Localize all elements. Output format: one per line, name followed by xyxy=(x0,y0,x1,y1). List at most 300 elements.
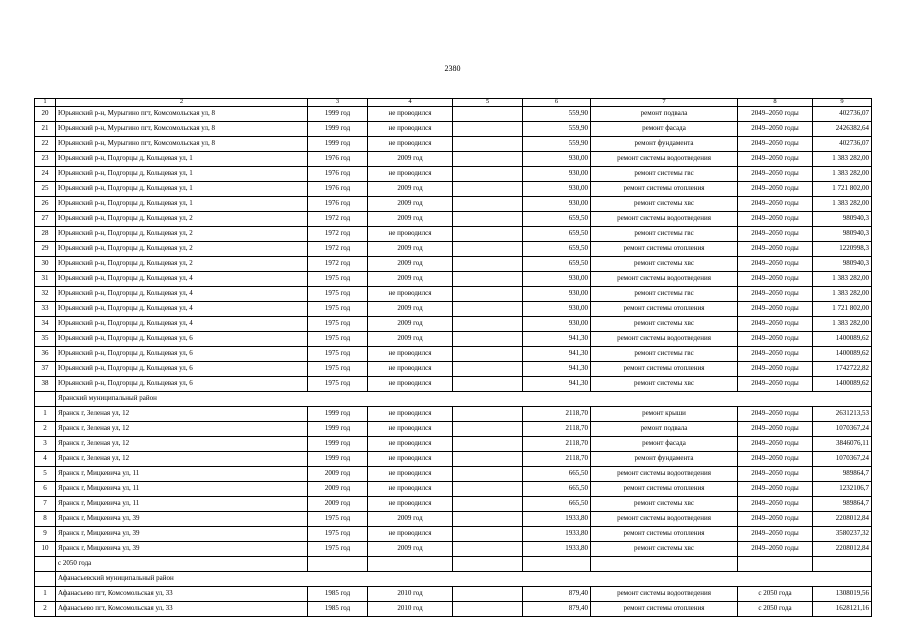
last-repair-cell: не проводился xyxy=(368,406,453,421)
table-row xyxy=(35,586,872,601)
build-year-cell: 2009 год xyxy=(308,496,368,511)
address-cell: Юрьянский р-н, Подгорцы д, Кольцевая ул, 1 xyxy=(56,196,308,211)
row-number-cell: 26 xyxy=(35,196,56,211)
table-row xyxy=(35,511,872,526)
area-cell: 941,30 xyxy=(523,361,591,376)
column-5-cell xyxy=(453,331,523,346)
table-row xyxy=(35,361,872,376)
row-number-cell: 29 xyxy=(35,241,56,256)
column-5-cell xyxy=(453,436,523,451)
build-year-cell: 1975 год xyxy=(308,526,368,541)
cost-cell: 2208012,84 xyxy=(813,541,872,556)
column-5-cell xyxy=(453,316,523,331)
column-number: 9 xyxy=(813,99,872,107)
row-number-cell: 34 xyxy=(35,316,56,331)
cost-cell: 980940,3 xyxy=(813,226,872,241)
area-cell: 659,50 xyxy=(523,226,591,241)
row-number-cell: 35 xyxy=(35,331,56,346)
table-body xyxy=(35,99,872,617)
row-number-cell: 23 xyxy=(35,151,56,166)
table-row xyxy=(35,136,872,151)
build-year-cell: 2009 год xyxy=(308,481,368,496)
column-5-cell xyxy=(453,451,523,466)
work-type-cell: ремонт фасада xyxy=(591,436,738,451)
table-row xyxy=(35,166,872,181)
table-row xyxy=(35,481,872,496)
column-number: 7 xyxy=(591,99,738,107)
area-cell: 930,00 xyxy=(523,166,591,181)
address-cell: Юрьянский р-н, Подгорцы д, Кольцевая ул, 2 xyxy=(56,241,308,256)
last-repair-cell: 2009 год xyxy=(368,181,453,196)
area-cell: 930,00 xyxy=(523,286,591,301)
row-number-cell: 27 xyxy=(35,211,56,226)
work-type-cell: ремонт фундамента xyxy=(591,136,738,151)
last-repair-cell: не проводился xyxy=(368,526,453,541)
last-repair-cell: не проводился xyxy=(368,361,453,376)
period-cell: 2049–2050 годы xyxy=(738,196,813,211)
address-cell: Яранск г, Мицкевича ул, 39 xyxy=(56,541,308,556)
empty-cell xyxy=(35,571,56,586)
table-row xyxy=(35,316,872,331)
work-type-cell: ремонт системы хвс xyxy=(591,196,738,211)
column-number: 1 xyxy=(35,99,56,107)
period-cell: 2049–2050 годы xyxy=(738,166,813,181)
column-5-cell xyxy=(453,541,523,556)
table-row xyxy=(35,181,872,196)
area-cell: 930,00 xyxy=(523,271,591,286)
row-number-cell: 31 xyxy=(35,271,56,286)
last-repair-cell: 2009 год xyxy=(368,316,453,331)
work-type-cell: ремонт системы отопления xyxy=(591,181,738,196)
period-cell: 2049–2050 годы xyxy=(738,526,813,541)
address-cell: Яранск г, Зеленая ул, 12 xyxy=(56,421,308,436)
repair-schedule-table xyxy=(34,98,872,617)
table-row xyxy=(35,496,872,511)
empty-cell xyxy=(738,556,813,571)
work-type-cell: ремонт фундамента xyxy=(591,451,738,466)
last-repair-cell: не проводился xyxy=(368,421,453,436)
last-repair-cell: не проводился xyxy=(368,496,453,511)
period-cell: 2049–2050 годы xyxy=(738,256,813,271)
row-number-cell: 25 xyxy=(35,181,56,196)
area-cell: 879,40 xyxy=(523,601,591,616)
last-repair-cell: 2009 год xyxy=(368,151,453,166)
cost-cell: 1400089,62 xyxy=(813,346,872,361)
period-group-title: с 2050 года xyxy=(56,556,308,571)
last-repair-cell: 2009 год xyxy=(368,196,453,211)
row-number-cell: 28 xyxy=(35,226,56,241)
build-year-cell: 1975 год xyxy=(308,361,368,376)
cost-cell: 1 383 282,00 xyxy=(813,286,872,301)
table-row xyxy=(35,106,872,121)
row-number-cell: 6 xyxy=(35,481,56,496)
cost-cell: 3580237,32 xyxy=(813,526,872,541)
row-number-cell: 8 xyxy=(35,511,56,526)
build-year-cell: 1976 год xyxy=(308,181,368,196)
address-cell: Яранск г, Мицкевича ул, 11 xyxy=(56,481,308,496)
section-title: Афанасьевский муниципальный район xyxy=(56,571,872,586)
column-5-cell xyxy=(453,211,523,226)
work-type-cell: ремонт системы хвс xyxy=(591,256,738,271)
work-type-cell: ремонт подвала xyxy=(591,421,738,436)
cost-cell: 1232106,7 xyxy=(813,481,872,496)
work-type-cell: ремонт системы отопления xyxy=(591,301,738,316)
row-number-cell: 7 xyxy=(35,496,56,511)
area-cell: 2118,70 xyxy=(523,421,591,436)
column-5-cell xyxy=(453,121,523,136)
address-cell: Юрьянский р-н, Подгорцы д, Кольцевая ул, 4 xyxy=(56,316,308,331)
build-year-cell: 1999 год xyxy=(308,406,368,421)
address-cell: Яранск г, Мицкевича ул, 39 xyxy=(56,511,308,526)
work-type-cell: ремонт системы хвс xyxy=(591,541,738,556)
row-number-cell: 30 xyxy=(35,256,56,271)
column-5-cell xyxy=(453,151,523,166)
table-row xyxy=(35,151,872,166)
period-cell: 2049–2050 годы xyxy=(738,226,813,241)
row-number-cell: 2 xyxy=(35,601,56,616)
period-cell: 2049–2050 годы xyxy=(738,286,813,301)
column-5-cell xyxy=(453,586,523,601)
section-header-row xyxy=(35,571,872,586)
column-5-cell xyxy=(453,286,523,301)
period-cell: 2049–2050 годы xyxy=(738,511,813,526)
column-5-cell xyxy=(453,256,523,271)
last-repair-cell: не проводился xyxy=(368,121,453,136)
row-number-cell: 38 xyxy=(35,376,56,391)
area-cell: 2118,70 xyxy=(523,436,591,451)
table-row xyxy=(35,526,872,541)
cost-cell: 980940,3 xyxy=(813,211,872,226)
work-type-cell: ремонт системы отопления xyxy=(591,526,738,541)
cost-cell: 1220998,3 xyxy=(813,241,872,256)
area-cell: 1933,80 xyxy=(523,511,591,526)
area-cell: 930,00 xyxy=(523,196,591,211)
last-repair-cell: 2009 год xyxy=(368,301,453,316)
work-type-cell: ремонт системы хвс xyxy=(591,496,738,511)
work-type-cell: ремонт системы отопления xyxy=(591,601,738,616)
last-repair-cell: не проводился xyxy=(368,436,453,451)
period-cell: 2049–2050 годы xyxy=(738,271,813,286)
table-row xyxy=(35,226,872,241)
build-year-cell: 1975 год xyxy=(308,376,368,391)
last-repair-cell: не проводился xyxy=(368,226,453,241)
area-cell: 559,90 xyxy=(523,106,591,121)
column-number: 3 xyxy=(308,99,368,107)
build-year-cell: 1999 год xyxy=(308,106,368,121)
column-number: 5 xyxy=(453,99,523,107)
work-type-cell: ремонт системы водоотведения xyxy=(591,271,738,286)
address-cell: Юрьянский р-н, Подгорцы д, Кольцевая ул, 1 xyxy=(56,166,308,181)
build-year-cell: 1999 год xyxy=(308,421,368,436)
last-repair-cell: не проводился xyxy=(368,451,453,466)
period-cell: 2049–2050 годы xyxy=(738,121,813,136)
period-cell: 2049–2050 годы xyxy=(738,316,813,331)
period-cell: 2049–2050 годы xyxy=(738,496,813,511)
period-cell: 2049–2050 годы xyxy=(738,136,813,151)
area-cell: 1933,80 xyxy=(523,541,591,556)
work-type-cell: ремонт системы хвс xyxy=(591,376,738,391)
column-number: 6 xyxy=(523,99,591,107)
table-row xyxy=(35,466,872,481)
area-cell: 1933,80 xyxy=(523,526,591,541)
column-5-cell xyxy=(453,106,523,121)
column-5-cell xyxy=(453,271,523,286)
column-number: 8 xyxy=(738,99,813,107)
build-year-cell: 1975 год xyxy=(308,346,368,361)
row-number-cell: 9 xyxy=(35,526,56,541)
column-5-cell xyxy=(453,196,523,211)
cost-cell: 1 383 282,00 xyxy=(813,316,872,331)
cost-cell: 1 721 802,00 xyxy=(813,301,872,316)
period-cell: 2049–2050 годы xyxy=(738,481,813,496)
build-year-cell: 1985 год xyxy=(308,601,368,616)
last-repair-cell: не проводился xyxy=(368,166,453,181)
table-row xyxy=(35,406,872,421)
period-cell: 2049–2050 годы xyxy=(738,541,813,556)
work-type-cell: ремонт системы водоотведения xyxy=(591,466,738,481)
area-cell: 659,50 xyxy=(523,256,591,271)
address-cell: Яранск г, Мицкевича ул, 11 xyxy=(56,496,308,511)
last-repair-cell: 2009 год xyxy=(368,241,453,256)
table-row xyxy=(35,601,872,616)
area-cell: 930,00 xyxy=(523,316,591,331)
build-year-cell: 1972 год xyxy=(308,211,368,226)
build-year-cell: 2009 год xyxy=(308,466,368,481)
table-row xyxy=(35,376,872,391)
period-cell: 2049–2050 годы xyxy=(738,421,813,436)
row-number-cell: 22 xyxy=(35,136,56,151)
work-type-cell: ремонт системы водоотведения xyxy=(591,211,738,226)
period-cell: 2049–2050 годы xyxy=(738,376,813,391)
empty-cell xyxy=(368,556,453,571)
column-5-cell xyxy=(453,421,523,436)
column-number-row xyxy=(35,99,872,107)
cost-cell: 2631213,53 xyxy=(813,406,872,421)
work-type-cell: ремонт системы водоотведения xyxy=(591,586,738,601)
address-cell: Яранск г, Зеленая ул, 12 xyxy=(56,436,308,451)
row-number-cell: 1 xyxy=(35,406,56,421)
build-year-cell: 1975 год xyxy=(308,286,368,301)
build-year-cell: 1975 год xyxy=(308,301,368,316)
address-cell: Юрьянский р-н, Подгорцы д, Кольцевая ул, 1 xyxy=(56,181,308,196)
build-year-cell: 1975 год xyxy=(308,271,368,286)
build-year-cell: 1999 год xyxy=(308,121,368,136)
last-repair-cell: не проводился xyxy=(368,466,453,481)
table-row xyxy=(35,451,872,466)
row-number-cell: 24 xyxy=(35,166,56,181)
column-5-cell xyxy=(453,466,523,481)
cost-cell: 2208012,84 xyxy=(813,511,872,526)
area-cell: 665,50 xyxy=(523,496,591,511)
column-5-cell xyxy=(453,301,523,316)
last-repair-cell: 2009 год xyxy=(368,211,453,226)
cost-cell: 1 383 282,00 xyxy=(813,271,872,286)
period-cell: 2049–2050 годы xyxy=(738,151,813,166)
period-cell: 2049–2050 годы xyxy=(738,466,813,481)
address-cell: Яранск г, Зеленая ул, 12 xyxy=(56,451,308,466)
empty-cell xyxy=(591,556,738,571)
cost-cell: 1 383 282,00 xyxy=(813,196,872,211)
last-repair-cell: не проводился xyxy=(368,481,453,496)
row-number-cell: 20 xyxy=(35,106,56,121)
cost-cell: 402736,07 xyxy=(813,136,872,151)
column-5-cell xyxy=(453,226,523,241)
area-cell: 930,00 xyxy=(523,151,591,166)
table-row xyxy=(35,196,872,211)
build-year-cell: 1972 год xyxy=(308,241,368,256)
address-cell: Юрьянский р-н, Подгорцы д, Кольцевая ул, 2 xyxy=(56,256,308,271)
cost-cell: 1742722,82 xyxy=(813,361,872,376)
build-year-cell: 1985 год xyxy=(308,586,368,601)
period-cell: 2049–2050 годы xyxy=(738,346,813,361)
address-cell: Юрьянский р-н, Подгорцы д, Кольцевая ул, 2 xyxy=(56,211,308,226)
cost-cell: 402736,07 xyxy=(813,106,872,121)
column-number: 4 xyxy=(368,99,453,107)
period-cell: с 2050 года xyxy=(738,586,813,601)
work-type-cell: ремонт фасада xyxy=(591,121,738,136)
table-row xyxy=(35,241,872,256)
section-header-row xyxy=(35,391,872,406)
area-cell: 559,90 xyxy=(523,121,591,136)
last-repair-cell: не проводился xyxy=(368,286,453,301)
row-number-cell: 2 xyxy=(35,421,56,436)
address-cell: Юрьянский р-н, Подгорцы д, Кольцевая ул, 6 xyxy=(56,346,308,361)
area-cell: 665,50 xyxy=(523,466,591,481)
empty-cell xyxy=(453,556,523,571)
address-cell: Юрьянский р-н, Подгорцы д, Кольцевая ул, 6 xyxy=(56,331,308,346)
row-number-cell: 21 xyxy=(35,121,56,136)
table-row xyxy=(35,271,872,286)
build-year-cell: 1975 год xyxy=(308,511,368,526)
empty-cell xyxy=(523,556,591,571)
period-cell: 2049–2050 годы xyxy=(738,106,813,121)
table-row xyxy=(35,541,872,556)
column-5-cell xyxy=(453,481,523,496)
column-number: 2 xyxy=(56,99,308,107)
area-cell: 665,50 xyxy=(523,481,591,496)
table-row xyxy=(35,211,872,226)
area-cell: 879,40 xyxy=(523,586,591,601)
address-cell: Яранск г, Зеленая ул, 12 xyxy=(56,406,308,421)
empty-cell xyxy=(35,556,56,571)
address-cell: Юрьянский р-н, Подгорцы д, Кольцевая ул, 2 xyxy=(56,226,308,241)
area-cell: 659,50 xyxy=(523,241,591,256)
work-type-cell: ремонт системы отопления xyxy=(591,241,738,256)
last-repair-cell: не проводился xyxy=(368,136,453,151)
period-cell: 2049–2050 годы xyxy=(738,241,813,256)
address-cell: Юрьянский р-н, Мурыгино пгт, Комсомольская ул, 8 xyxy=(56,106,308,121)
last-repair-cell: не проводился xyxy=(368,346,453,361)
build-year-cell: 1976 год xyxy=(308,166,368,181)
work-type-cell: ремонт подвала xyxy=(591,106,738,121)
area-cell: 930,00 xyxy=(523,181,591,196)
area-cell: 941,30 xyxy=(523,376,591,391)
work-type-cell: ремонт системы отопления xyxy=(591,481,738,496)
section-title: Яранский муниципальный район xyxy=(56,391,872,406)
last-repair-cell: 2009 год xyxy=(368,331,453,346)
work-type-cell: ремонт системы гвс xyxy=(591,226,738,241)
build-year-cell: 1999 год xyxy=(308,136,368,151)
last-repair-cell: 2009 год xyxy=(368,256,453,271)
work-type-cell: ремонт системы водоотведения xyxy=(591,511,738,526)
address-cell: Афанасьево пгт, Комсомольская ул, 33 xyxy=(56,586,308,601)
work-type-cell: ремонт системы гвс xyxy=(591,286,738,301)
build-year-cell: 1972 год xyxy=(308,256,368,271)
period-group-row xyxy=(35,556,872,571)
work-type-cell: ремонт крыши xyxy=(591,406,738,421)
column-5-cell xyxy=(453,361,523,376)
row-number-cell: 1 xyxy=(35,586,56,601)
last-repair-cell: не проводился xyxy=(368,106,453,121)
period-cell: 2049–2050 годы xyxy=(738,331,813,346)
build-year-cell: 1975 год xyxy=(308,541,368,556)
work-type-cell: ремонт системы водоотведения xyxy=(591,331,738,346)
cost-cell: 989864,7 xyxy=(813,466,872,481)
empty-cell xyxy=(308,556,368,571)
column-5-cell xyxy=(453,376,523,391)
build-year-cell: 1976 год xyxy=(308,151,368,166)
cost-cell: 1070367,24 xyxy=(813,421,872,436)
last-repair-cell: 2009 год xyxy=(368,271,453,286)
period-cell: 2049–2050 годы xyxy=(738,301,813,316)
address-cell: Яранск г, Мицкевича ул, 39 xyxy=(56,526,308,541)
table-row xyxy=(35,346,872,361)
period-cell: 2049–2050 годы xyxy=(738,361,813,376)
period-cell: 2049–2050 годы xyxy=(738,406,813,421)
row-number-cell: 36 xyxy=(35,346,56,361)
last-repair-cell: 2010 год xyxy=(368,601,453,616)
cost-cell: 1 383 282,00 xyxy=(813,166,872,181)
build-year-cell: 1976 год xyxy=(308,196,368,211)
row-number-cell: 5 xyxy=(35,466,56,481)
last-repair-cell: не проводился xyxy=(368,376,453,391)
page-number: 2380 xyxy=(444,64,461,73)
address-cell: Юрьянский р-н, Подгорцы д, Кольцевая ул, 4 xyxy=(56,301,308,316)
area-cell: 559,90 xyxy=(523,136,591,151)
last-repair-cell: 2009 год xyxy=(368,541,453,556)
address-cell: Юрьянский р-н, Подгорцы д, Кольцевая ул, 6 xyxy=(56,376,308,391)
table-row xyxy=(35,436,872,451)
address-cell: Юрьянский р-н, Подгорцы д, Кольцевая ул, 6 xyxy=(56,361,308,376)
cost-cell: 1400089,62 xyxy=(813,376,872,391)
column-5-cell xyxy=(453,601,523,616)
column-5-cell xyxy=(453,136,523,151)
empty-cell xyxy=(813,556,872,571)
address-cell: Юрьянский р-н, Подгорцы д, Кольцевая ул, 4 xyxy=(56,271,308,286)
column-5-cell xyxy=(453,406,523,421)
table-row xyxy=(35,301,872,316)
cost-cell: 3846076,11 xyxy=(813,436,872,451)
cost-cell: 1070367,24 xyxy=(813,451,872,466)
period-cell: 2049–2050 годы xyxy=(738,436,813,451)
table-row xyxy=(35,121,872,136)
column-5-cell xyxy=(453,346,523,361)
last-repair-cell: 2009 год xyxy=(368,511,453,526)
area-cell: 941,30 xyxy=(523,331,591,346)
table-row xyxy=(35,256,872,271)
column-5-cell xyxy=(453,181,523,196)
work-type-cell: ремонт системы отопления xyxy=(591,361,738,376)
period-cell: 2049–2050 годы xyxy=(738,211,813,226)
row-number-cell: 4 xyxy=(35,451,56,466)
row-number-cell: 3 xyxy=(35,436,56,451)
work-type-cell: ремонт системы гвс xyxy=(591,166,738,181)
address-cell: Юрьянский р-н, Подгорцы д, Кольцевая ул, 4 xyxy=(56,286,308,301)
address-cell: Юрьянский р-н, Мурыгино пгт, Комсомольская ул, 8 xyxy=(56,136,308,151)
column-5-cell xyxy=(453,511,523,526)
work-type-cell: ремонт системы водоотведения xyxy=(591,151,738,166)
cost-cell: 1308019,56 xyxy=(813,586,872,601)
